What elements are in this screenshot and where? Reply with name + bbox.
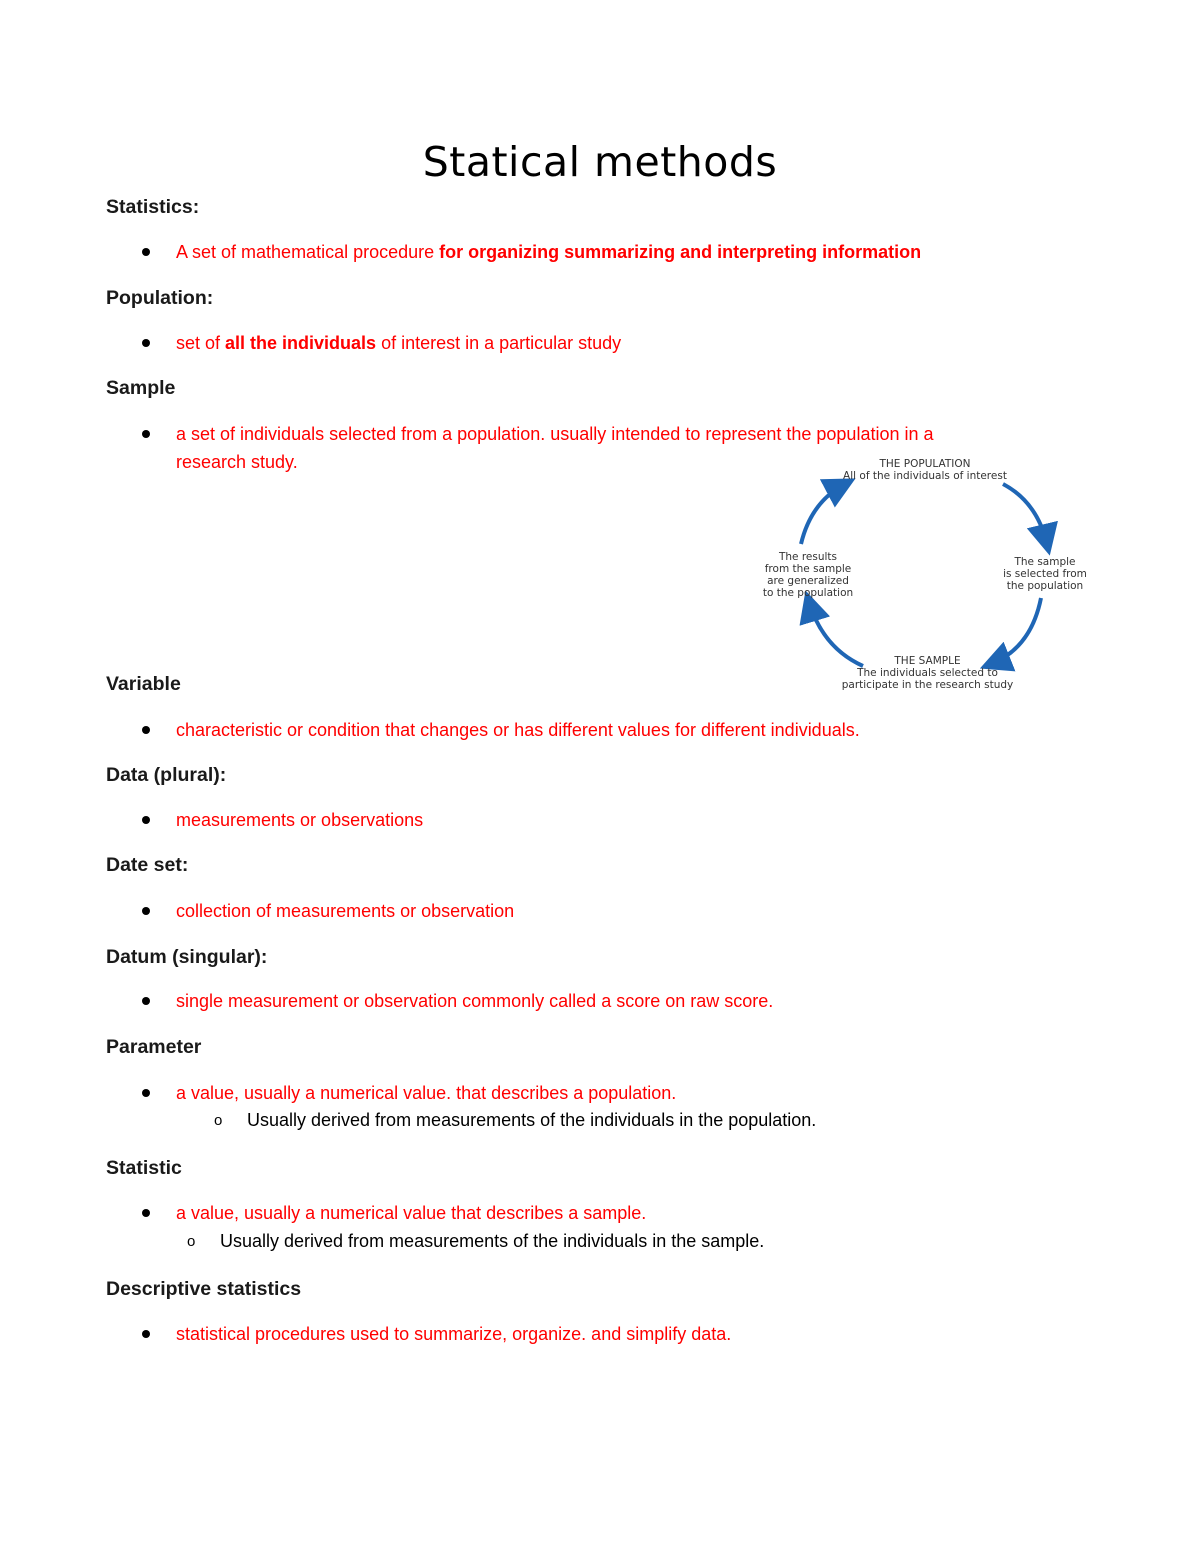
heading-datum: Datum (singular): bbox=[106, 946, 268, 968]
diagram-top-line-1: THE POPULATION bbox=[879, 458, 971, 470]
diagram-right-line-1: The sample bbox=[1014, 556, 1076, 568]
definition-population-part-2: all the individuals bbox=[225, 333, 377, 353]
bullet-dot bbox=[142, 1209, 150, 1217]
diagram-bottom-line-1: THE SAMPLE bbox=[894, 655, 961, 667]
definition-sample-line-1: a set of individuals selected from a population. usually intended to represent the population in a bbox=[176, 424, 934, 444]
definition-statistics-part-2: for organizing summarizing and interpreting information bbox=[439, 242, 922, 262]
bullet-dot bbox=[142, 430, 150, 438]
heading-statistics: Statistics: bbox=[106, 196, 200, 218]
bullet-dot bbox=[142, 1089, 150, 1097]
definition-datum: single measurement or observation commonly called a score on raw score. bbox=[176, 991, 774, 1011]
sub-bullet-marker: o bbox=[187, 1233, 196, 1250]
definition-data: measurements or observations bbox=[176, 810, 424, 830]
bullet-dot bbox=[142, 1330, 150, 1338]
definition-sample-line-2: research study. bbox=[176, 452, 298, 472]
diagram-top-line-2: All of the individuals of interest bbox=[843, 470, 1007, 482]
diagram-left-line-3: are generalized bbox=[767, 575, 849, 587]
definition-statistic: a value, usually a numerical value that describes a sample. bbox=[176, 1203, 647, 1223]
heading-date-set: Date set: bbox=[106, 854, 189, 876]
definition-statistics-part-1: A set of mathematical procedure bbox=[176, 242, 440, 262]
diagram-left-line-4: to the population bbox=[762, 587, 854, 599]
arrow-generalized-to-population bbox=[801, 484, 845, 544]
definition-population-part-3: of interest in a particular study bbox=[376, 333, 622, 353]
diagram-label-sample bbox=[830, 655, 1025, 691]
diagram-bottom-line-3: participate in the research study bbox=[841, 679, 1014, 691]
sub-bullet-marker: o bbox=[214, 1112, 223, 1129]
bullet-dot bbox=[142, 248, 150, 256]
bullet-dot bbox=[142, 726, 150, 734]
diagram-left-line-1: The results bbox=[778, 551, 838, 563]
definition-date-set: collection of measurements or observation bbox=[176, 901, 515, 921]
heading-data-plural: Data (plural): bbox=[106, 764, 227, 786]
bullet-dot bbox=[142, 339, 150, 347]
definition-population-part-1: set of bbox=[176, 333, 226, 353]
definition-statistics bbox=[176, 238, 921, 266]
diagram-label-generalized bbox=[757, 551, 859, 599]
arrow-population-to-selection bbox=[1003, 484, 1047, 544]
bullet-dot bbox=[142, 816, 150, 824]
heading-variable: Variable bbox=[106, 673, 181, 695]
heading-population: Population: bbox=[106, 287, 214, 309]
diagram-right-line-3: the population bbox=[1006, 580, 1084, 592]
definition-descriptive-statistics: statistical procedures used to summarize, organize. and simplify data. bbox=[176, 1324, 732, 1344]
diagram-left-line-2: from the sample bbox=[764, 563, 852, 575]
statistic-sub-note: Usually derived from measurements of the individuals in the sample. bbox=[220, 1231, 765, 1251]
diagram-label-population bbox=[830, 458, 1020, 482]
population-sample-cycle-diagram bbox=[755, 452, 1100, 697]
bullet-dot bbox=[142, 907, 150, 915]
heading-sample: Sample bbox=[106, 377, 176, 399]
diagram-right-line-2: is selected from bbox=[1003, 568, 1087, 580]
definition-variable: characteristic or condition that changes or has different values for different individuals. bbox=[176, 720, 860, 740]
definition-parameter: a value, usually a numerical value. that describes a population. bbox=[176, 1083, 677, 1103]
definition-population bbox=[176, 329, 621, 357]
page-title: Statical methods bbox=[422, 138, 778, 186]
parameter-sub-note: Usually derived from measurements of the individuals in the population. bbox=[247, 1110, 817, 1130]
bullet-dot bbox=[142, 997, 150, 1005]
heading-statistic: Statistic bbox=[106, 1157, 182, 1179]
diagram-bottom-line-2: The individuals selected to bbox=[857, 667, 998, 679]
heading-parameter: Parameter bbox=[106, 1036, 202, 1058]
heading-descriptive-statistics: Descriptive statistics bbox=[106, 1278, 302, 1300]
diagram-label-selection bbox=[995, 556, 1095, 592]
